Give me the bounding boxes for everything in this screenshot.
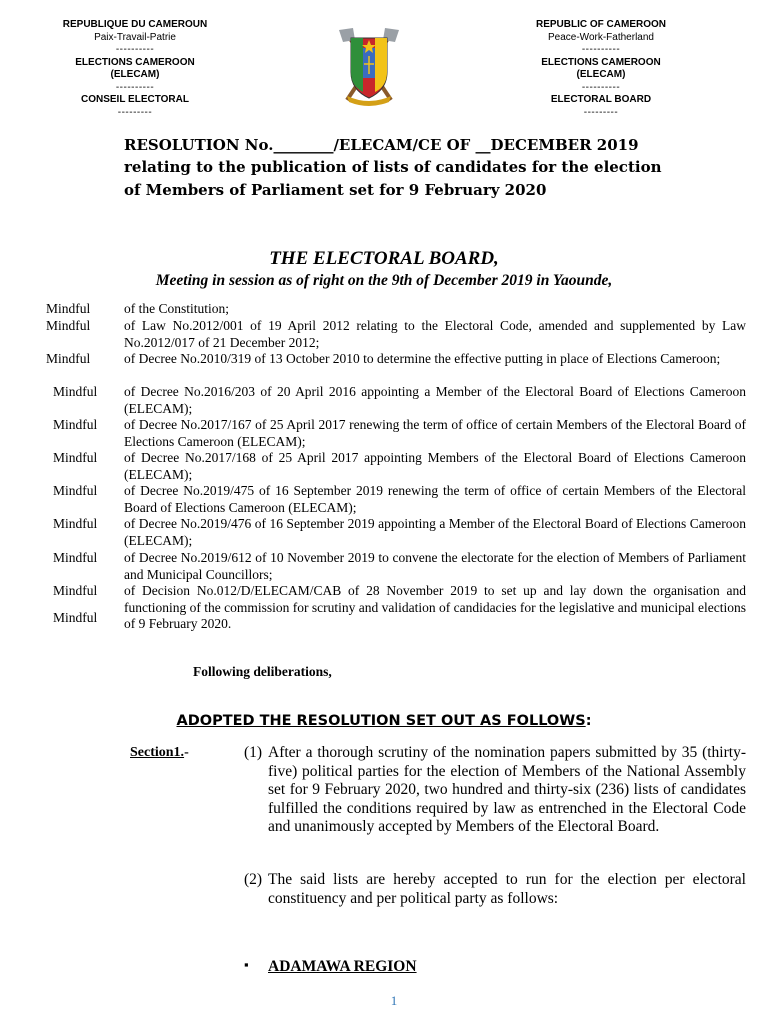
mindful-label: Mindful xyxy=(53,516,98,531)
mindful-clause: of Law No.2012/001 of 19 April 2012 relating to the Electoral Code, amended and supplemented by Law No.2012/017 of 21 December 2012; xyxy=(124,318,746,350)
resolution-title: RESOLUTION No.________/ELECAM/CE OF __DECEMBER 2019 xyxy=(124,136,639,154)
region-bullet: ▪ xyxy=(244,957,249,972)
header-right-motto: Peace-Work-Fatherland xyxy=(548,31,654,43)
adopted-heading-text: ADOPTED THE RESOLUTION SET OUT AS FOLLOWS xyxy=(176,713,586,729)
mindful-label: Mindful xyxy=(46,301,91,316)
board-heading: THE ELECTORAL BOARD, xyxy=(269,248,499,269)
mindful-label: Mindful xyxy=(53,417,98,432)
mindful-clause: of Decree No.2010/319 of 13 October 2010 to determine the effective putting in place of Elections Cameroon; xyxy=(124,351,721,366)
mindful-label: Mindful xyxy=(53,583,98,598)
header-right xyxy=(492,19,710,119)
deliberations-line: Following deliberations, xyxy=(193,664,332,679)
adopted-heading xyxy=(0,713,768,729)
header-left xyxy=(40,19,230,119)
header-left-country: REPUBLIQUE DU CAMEROUN xyxy=(62,19,208,30)
resolution-subject-line2: of Members of Parliament set for 9 February 2020 xyxy=(124,181,547,199)
header-right-country: REPUBLIC OF CAMEROON xyxy=(536,19,666,30)
header-left-separator: ---------- xyxy=(115,44,155,55)
section-item-number: (2) xyxy=(244,871,263,888)
mindful-label: Mindful xyxy=(53,550,98,565)
header-right-separator: ---------- xyxy=(581,44,621,55)
section-label-suffix: - xyxy=(184,745,189,760)
header-left-motto: Paix-Travail-Patrie xyxy=(94,31,176,43)
section-item-number: (1) xyxy=(244,744,263,761)
resolution-subject-line1: relating to the publication of lists of candidates for the election xyxy=(124,158,662,176)
header-left-board: CONSEIL ELECTORAL xyxy=(81,94,189,105)
mindful-clause: of Decree No.2016/203 of 20 April 2016 appointing a Member of the Electoral Board of Elections Cameroon (ELECAM); xyxy=(124,384,746,416)
adopted-heading-colon: : xyxy=(585,713,592,729)
mindful-label: Mindful xyxy=(53,610,98,625)
section-label-text: Section1. xyxy=(130,745,185,760)
mindful-clause: of Decree No.2019/476 of 16 September 2019 appointing a Member of the Electoral Board of Elections Cameroon (ELECAM); xyxy=(124,516,746,548)
mindful-clause: of the Constitution; xyxy=(124,301,230,316)
mindful-label: Mindful xyxy=(53,483,98,498)
header-right-org-abbr: (ELECAM) xyxy=(576,69,626,80)
mindful-clause: of Decree No.2019/475 of 16 September 2019 renewing the term of office of certain Members of the Electoral Board of Elections Cameroon (ELECAM); xyxy=(124,483,746,515)
header-right-org: ELECTIONS CAMEROON xyxy=(541,56,661,68)
header-right-board: ELECTORAL BOARD xyxy=(550,94,652,105)
mindful-label: Mindful xyxy=(46,318,91,333)
mindful-label: Mindful xyxy=(53,450,98,465)
coat-of-arms-emblem xyxy=(333,26,405,106)
section-item-text: The said lists are hereby accepted to run for the election per electoral constituency and per political party as follows: xyxy=(268,871,746,907)
mindful-label: Mindful xyxy=(46,351,91,366)
header-right-separator: ---------- xyxy=(581,81,621,93)
section-item-text: After a thorough scrutiny of the nomination papers submitted by 35 (thirty-five) political parties for the election of Members of the National Assembly set for 9 February 2020, two hundred and thirty-six (236) lists of candidates fulfilled the conditions required by law as entrenched in the Electoral Code and unanimously accepted by Members of the Electoral Board. xyxy=(268,744,746,835)
header-right-separator: --------- xyxy=(583,106,619,118)
section-label xyxy=(130,745,189,761)
mindful-clause: of Decree No.2019/612 of 10 November 2019 to convene the electorate for the election of Members of Parliament and Municipal Councillors; xyxy=(124,550,746,582)
mindful-clause: of Decree No.2017/168 of 25 April 2017 appointing Members of the Electoral Board of Elections Cameroon (ELECAM); xyxy=(124,450,746,482)
mindful-clause: of Decree No.2017/167 of 25 April 2017 renewing the term of office of certain Members of the Electoral Board of Elections Cameroon (ELECAM); xyxy=(124,417,746,449)
header-left-separator: ---------- xyxy=(115,81,155,93)
mindful-clause: of Decision No.012/D/ELECAM/CAB of 28 November 2019 to set up and lay down the organisation and functioning of the commission for scrutiny and validation of candidacies for the legislative and municipal elections of 9 February 2020. xyxy=(124,583,746,631)
header-left-separator: --------- xyxy=(117,106,153,118)
mindful-label: Mindful xyxy=(53,384,98,399)
header-left-org-abbr: (ELECAM) xyxy=(110,69,160,80)
board-meeting-line: Meeting in session as of right on the 9th of December 2019 in Yaounde, xyxy=(155,272,613,289)
page-number: 1 xyxy=(390,993,398,1008)
header-left-org: ELECTIONS CAMEROON xyxy=(75,56,195,68)
region-heading: ADAMAWA REGION xyxy=(268,958,417,975)
